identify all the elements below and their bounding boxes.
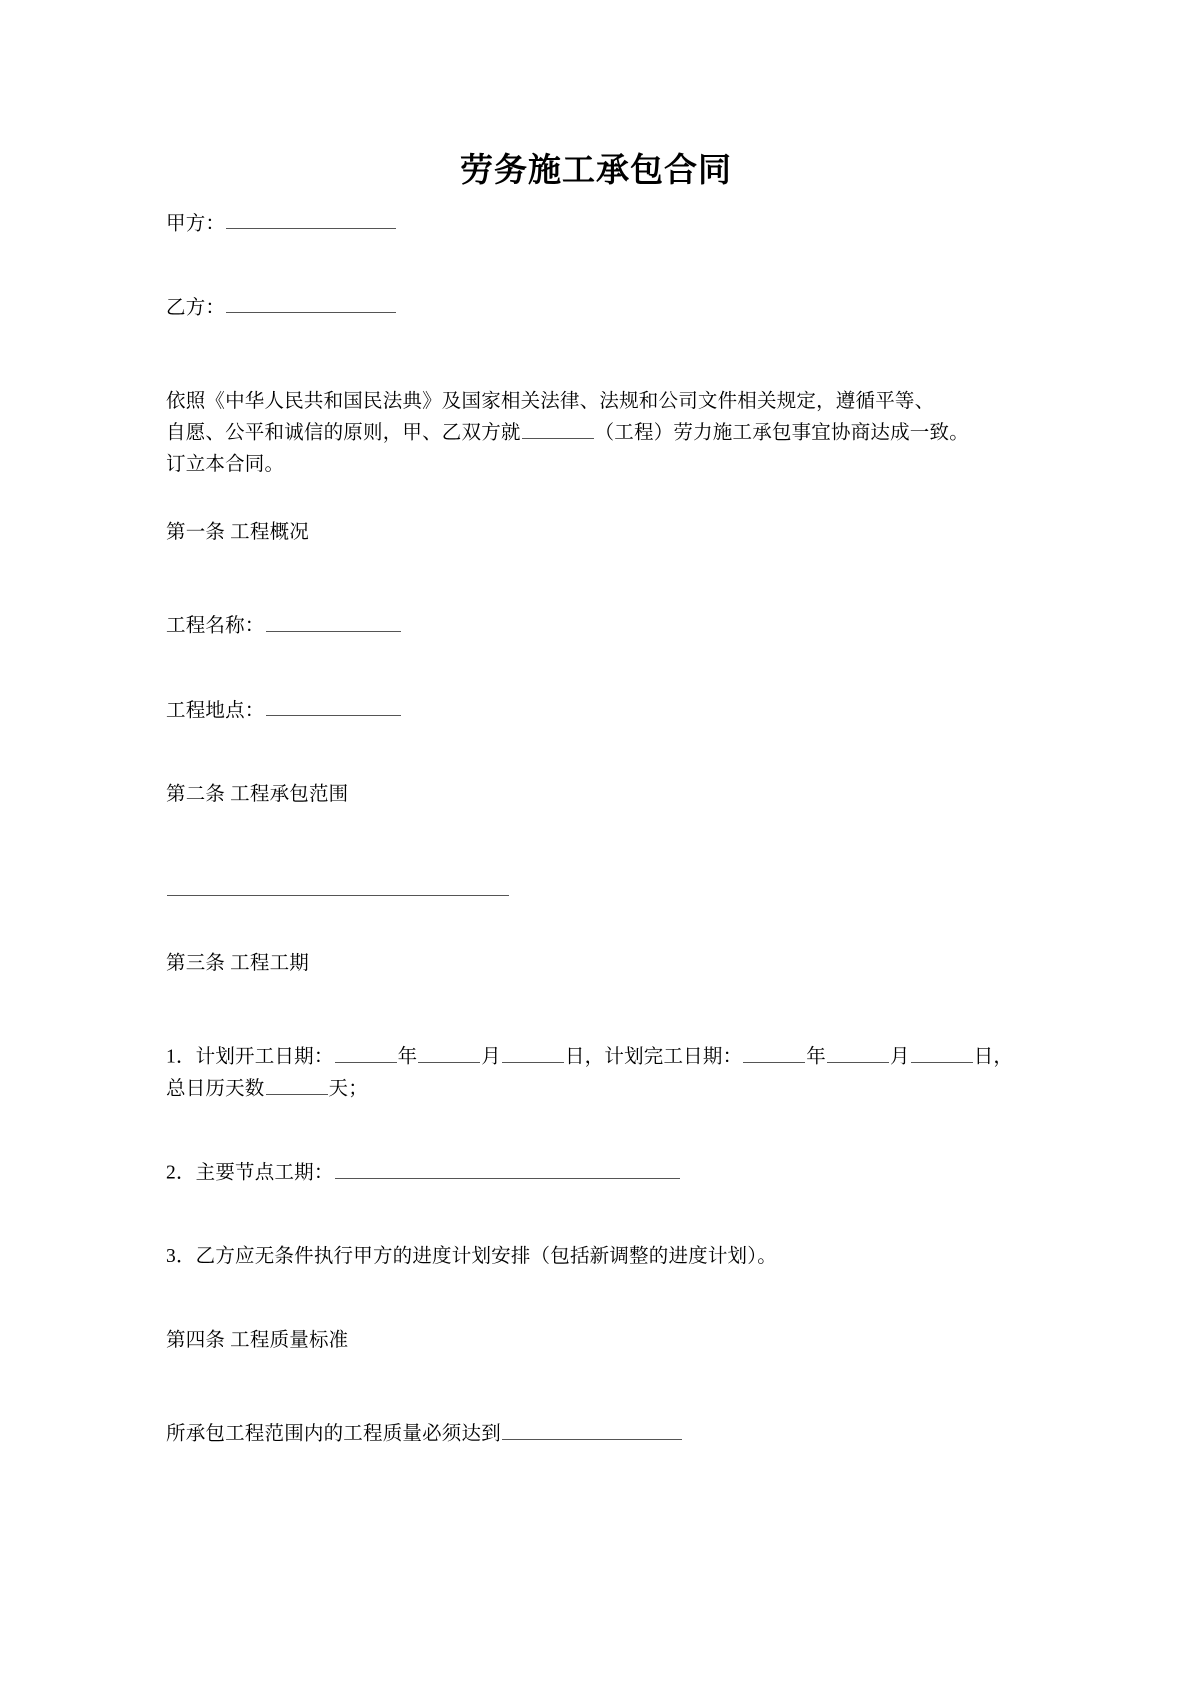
start-day-blank[interactable] (502, 1041, 564, 1062)
quality-standard-field (166, 1418, 1026, 1450)
section-heading-2: 第二条 工程承包范围 (166, 783, 349, 805)
section-heading-4: 第四条 工程质量标准 (166, 1329, 349, 1351)
spacer (166, 324, 1026, 386)
document-content (166, 0, 1026, 1451)
spacer (166, 1273, 1026, 1325)
spacer (166, 190, 1026, 208)
section-heading-3: 第三条 工程工期 (166, 952, 309, 974)
start-month-blank[interactable] (418, 1041, 480, 1062)
schedule-item-3-number: 3． (166, 1246, 196, 1268)
schedule-item-1-text-2: 年 (397, 1046, 418, 1068)
preamble-line-2 (166, 417, 1026, 449)
spacer (166, 240, 1026, 292)
scope-blank[interactable] (167, 874, 509, 895)
page-title: 劳务施工承包合同 (460, 151, 732, 188)
scope-field (166, 874, 1026, 895)
schedule-item-1-text-6: 月 (889, 1046, 910, 1068)
project-location-field (166, 695, 1026, 727)
milestone-schedule-blank[interactable] (335, 1157, 680, 1178)
schedule-item-1-text-3: 月 (481, 1046, 501, 1068)
preamble-line-2-before: 自愿、公平和诚信的原则，甲、乙双方就 (166, 422, 521, 444)
spacer (166, 979, 1026, 1041)
party-b-line (166, 292, 1026, 324)
schedule-item-1-text-4: 日，计划完工日期： (564, 1046, 743, 1068)
spacer (166, 481, 1026, 517)
schedule-item-1-number: 1． (166, 1046, 196, 1068)
schedule-item-1-text-8: 天； (328, 1078, 368, 1100)
schedule-item-3 (166, 1241, 1026, 1273)
preamble-line-1: 依照《中华人民共和国民法典》及国家相关法律、法规和公司文件相关规定，遵循平等、 (166, 390, 935, 412)
schedule-item-1 (166, 1041, 1026, 1105)
total-days-blank[interactable] (266, 1073, 328, 1094)
preamble-line-3: 订立本合同。 (166, 454, 285, 476)
party-b-label: 乙方： (166, 297, 226, 319)
project-name-blank[interactable] (266, 610, 401, 631)
schedule-item-2 (166, 1157, 1026, 1189)
quality-standard-blank[interactable] (502, 1418, 682, 1439)
schedule-item-2-number: 2． (166, 1162, 196, 1184)
preamble-line-2-after: （工程）劳力施工承包事宜协商达成一致。 (594, 422, 969, 444)
schedule-item-3-text: 乙方应无条件执行甲方的进度计划安排（包括新调整的进度计划）。 (195, 1246, 777, 1268)
schedule-item-1-text-7: 日，总日历天数 (166, 1046, 1014, 1100)
schedule-item-2-label: 主要节点工期： (195, 1162, 334, 1184)
finish-month-blank[interactable] (827, 1041, 889, 1062)
spacer (166, 727, 1026, 779)
party-a-line (166, 208, 1026, 240)
spacer (166, 810, 1026, 872)
start-year-blank[interactable] (335, 1041, 397, 1062)
spacer (166, 1189, 1026, 1241)
schedule-item-1-text-1: 计划开工日期： (195, 1046, 334, 1068)
project-location-label: 工程地点： (166, 699, 265, 721)
project-name-field (166, 610, 1026, 642)
section-heading-1: 第一条 工程概况 (166, 521, 309, 543)
spacer (166, 1105, 1026, 1157)
project-location-blank[interactable] (266, 695, 401, 716)
party-b-blank[interactable] (226, 292, 396, 313)
finish-day-blank[interactable] (911, 1041, 973, 1062)
finish-year-blank[interactable] (743, 1041, 805, 1062)
spacer (166, 896, 1026, 948)
quality-standard-label: 所承包工程范围内的工程质量必须达到 (166, 1423, 501, 1445)
schedule-item-1-text-5: 年 (806, 1046, 826, 1068)
project-name-inline-blank[interactable] (522, 417, 594, 438)
spacer (166, 548, 1026, 610)
spacer (166, 643, 1026, 695)
party-a-label: 甲方： (166, 213, 226, 235)
project-name-label: 工程名称： (166, 615, 265, 637)
spacer (166, 1356, 1026, 1418)
party-a-blank[interactable] (226, 208, 396, 229)
